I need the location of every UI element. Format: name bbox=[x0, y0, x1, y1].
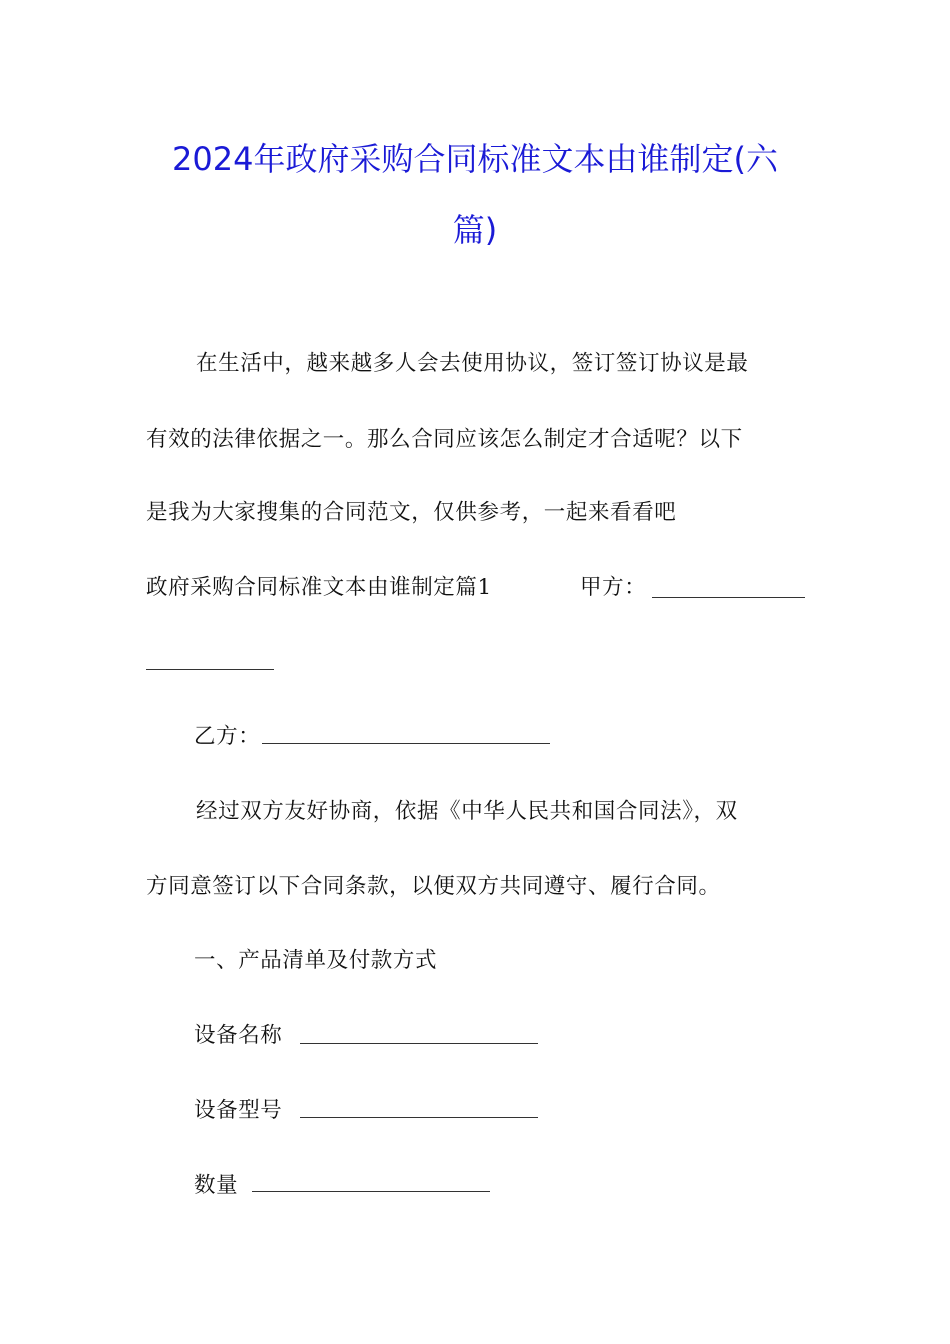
party-b-label: 乙方： bbox=[194, 724, 261, 749]
quantity-label: 数量 bbox=[194, 1173, 239, 1198]
agreement-line1: 经过双方友好协商，依据《中华人民共和国合同法》，双 bbox=[196, 799, 738, 824]
intro-line3: 是我为大家搜集的合同范文，仅供参考，一起来看看吧 bbox=[146, 500, 677, 525]
device-name-label: 设备名称 bbox=[194, 1023, 283, 1048]
intro-line1: 在生活中，越来越多人会去使用协议，签订签订协议是最 bbox=[196, 351, 749, 376]
clause1-heading: 一、产品清单及付款方式 bbox=[194, 948, 438, 973]
document-title-line1: 2024年政府采购合同标准文本由谁制定(六 bbox=[172, 140, 778, 178]
agreement-line2: 方同意签订以下合同条款，以便双方共同遵守、履行合同。 bbox=[146, 874, 721, 899]
party-b-blank bbox=[262, 742, 550, 744]
party-a-blank-continued bbox=[146, 668, 274, 670]
document-title-line2: 篇) bbox=[452, 211, 498, 249]
party-a-label: 甲方： bbox=[580, 575, 647, 600]
intro-line2: 有效的法律依据之一。那么合同应该怎么制定才合适呢？以下 bbox=[146, 427, 743, 452]
device-name-blank bbox=[300, 1042, 538, 1044]
device-model-label: 设备型号 bbox=[194, 1098, 283, 1123]
quantity-blank bbox=[252, 1190, 490, 1192]
party-a-blank bbox=[652, 596, 805, 598]
device-model-blank bbox=[300, 1116, 538, 1118]
section-heading: 政府采购合同标准文本由谁制定篇1 bbox=[146, 575, 492, 600]
